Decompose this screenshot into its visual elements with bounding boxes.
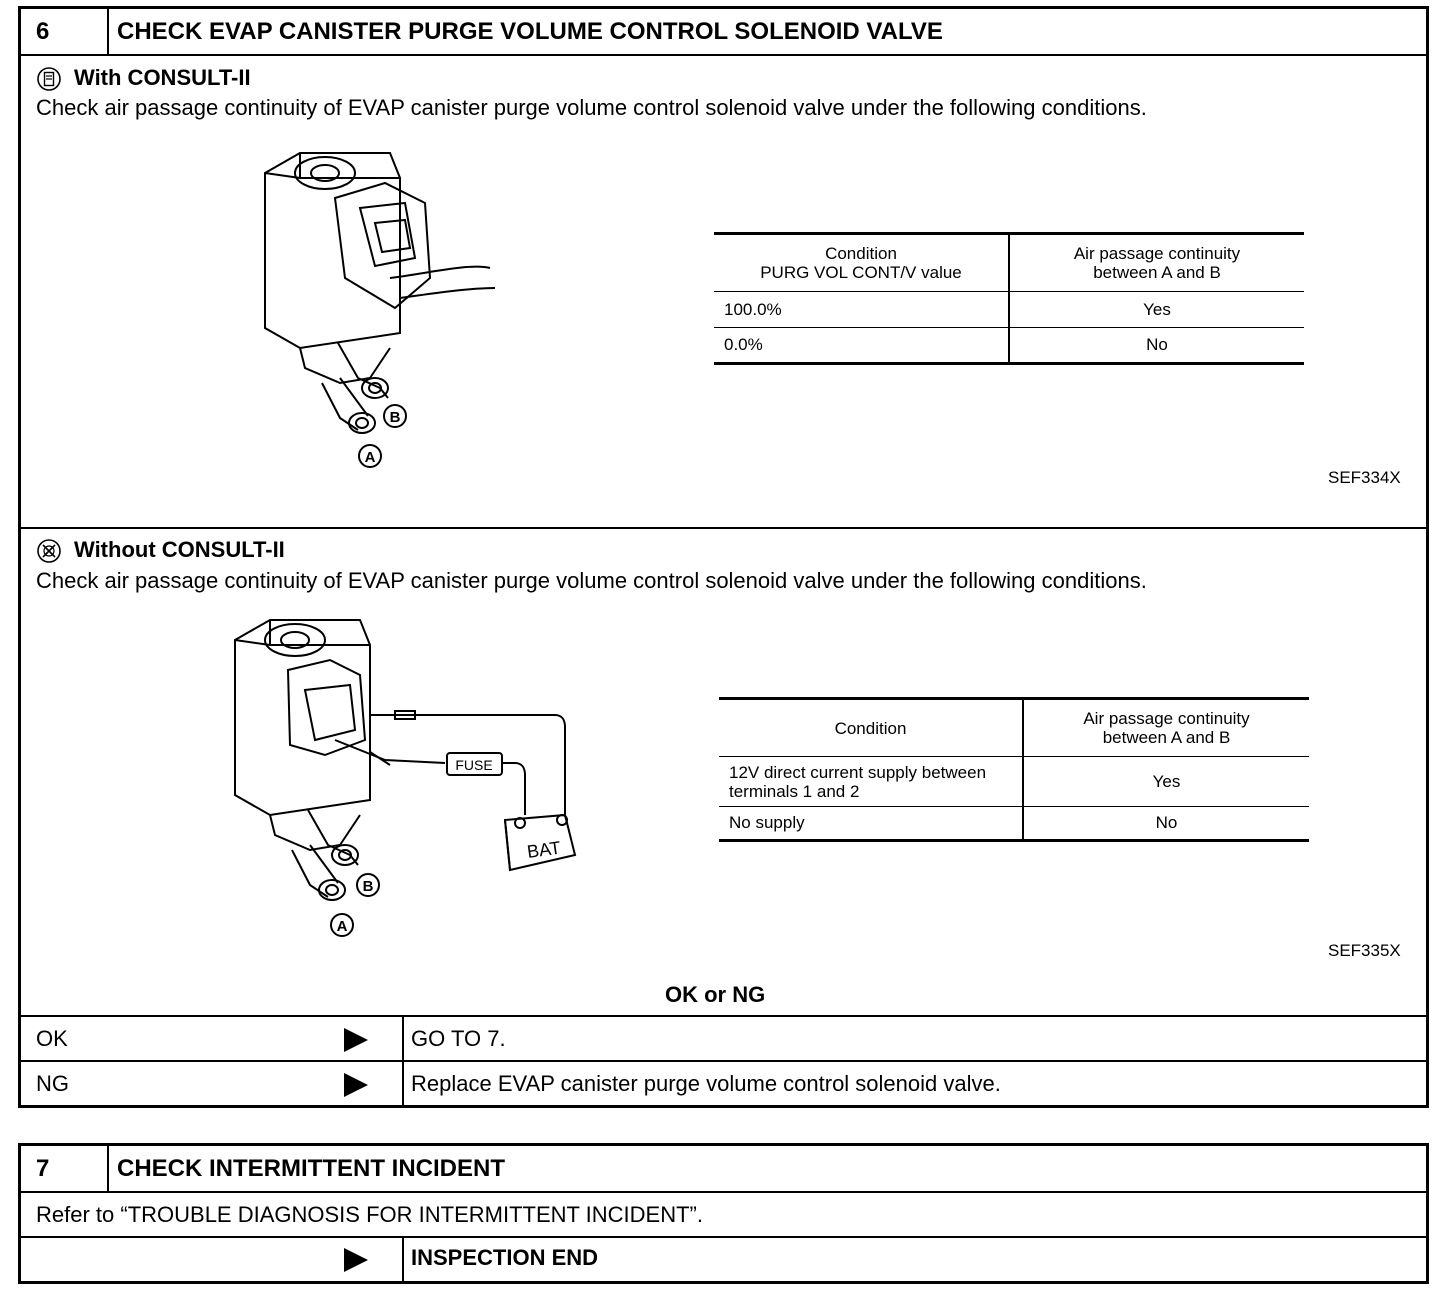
solenoid-valve-figure-battery — [210, 615, 590, 945]
step-6-header-divider — [20, 54, 1427, 56]
no-consult-table-cell: Yes — [1023, 757, 1309, 807]
step-7-number-divider — [107, 1145, 109, 1191]
fuse-label: FUSE — [455, 757, 493, 773]
solenoid-valve-figure-consult — [240, 148, 500, 478]
step-7-result-divider — [402, 1238, 404, 1282]
no-consult-table-cell: No supply — [719, 807, 1023, 841]
no-consult-icon — [36, 538, 62, 564]
step-6-title: CHECK EVAP CANISTER PURGE VOLUME CONTROL SOLENOID VALVE — [117, 18, 943, 45]
ok-or-ng-heading: OK or NG — [665, 982, 766, 1007]
arrow-right-icon — [344, 1028, 368, 1052]
consult-table-header-condition: Condition PURG VOL CONT/V value — [714, 234, 1009, 292]
step-7-text: Refer to “TROUBLE DIAGNOSIS FOR INTERMITTENT INCIDENT”. — [36, 1202, 703, 1227]
step-7-number: 7 — [36, 1155, 50, 1182]
results-row-divider — [20, 1060, 1427, 1062]
results-top-divider — [20, 1015, 1427, 1017]
results-column-divider — [402, 1017, 404, 1105]
step-6-number-divider — [107, 8, 109, 54]
consult-table-cell: 0.0% — [714, 328, 1009, 364]
port-b-label-consult: B — [389, 409, 401, 426]
no-consult-table-header-condition: Condition — [719, 699, 1023, 757]
no-consult-condition-table — [719, 697, 1309, 842]
port-a-label-consult: A — [364, 449, 376, 466]
step-7-header-divider — [20, 1191, 1427, 1193]
battery-label: BAT — [525, 837, 562, 862]
arrow-right-icon — [344, 1073, 368, 1097]
consult-section-divider — [20, 527, 1427, 529]
no-consult-table-header-continuity: Air passage continuity between A and B — [1023, 699, 1309, 757]
no-consult-table-cell: 12V direct current supply between terminals 1 and 2 — [719, 757, 1023, 807]
no-consult-table-cell: No — [1023, 807, 1309, 841]
consult-table-cell: 100.0% — [714, 292, 1009, 328]
result-ok-label: OK — [36, 1026, 68, 1051]
consult-condition-table — [714, 232, 1304, 365]
result-ng-action: Replace EVAP canister purge volume control solenoid valve. — [411, 1071, 1001, 1096]
step-7-result: INSPECTION END — [411, 1245, 599, 1270]
with-consult-instruction: Check air passage continuity of EVAP canister purge volume control solenoid valve under the following conditions. — [36, 95, 1147, 120]
port-a-label-battery: A — [336, 918, 348, 935]
figure-code-battery: SEF335X — [1328, 941, 1401, 960]
port-b-label-battery: B — [362, 878, 374, 895]
figure-code-consult: SEF334X — [1328, 468, 1401, 487]
arrow-right-icon — [344, 1248, 368, 1272]
result-ok-action: GO TO 7. — [411, 1026, 506, 1051]
result-ng-label: NG — [36, 1071, 69, 1096]
step-7-text-divider — [20, 1236, 1427, 1238]
without-consult-instruction: Check air passage continuity of EVAP canister purge volume control solenoid valve under the following conditions. — [36, 568, 1147, 593]
consult-icon — [36, 66, 62, 92]
consult-table-header-continuity: Air passage continuity between A and B — [1009, 234, 1304, 292]
without-consult-heading: Without CONSULT-II — [74, 537, 285, 562]
consult-table-cell: Yes — [1009, 292, 1304, 328]
step-7-title: CHECK INTERMITTENT INCIDENT — [117, 1155, 505, 1182]
with-consult-heading: With CONSULT-II — [74, 65, 251, 90]
step-6-number: 6 — [36, 18, 50, 45]
consult-table-cell: No — [1009, 328, 1304, 364]
